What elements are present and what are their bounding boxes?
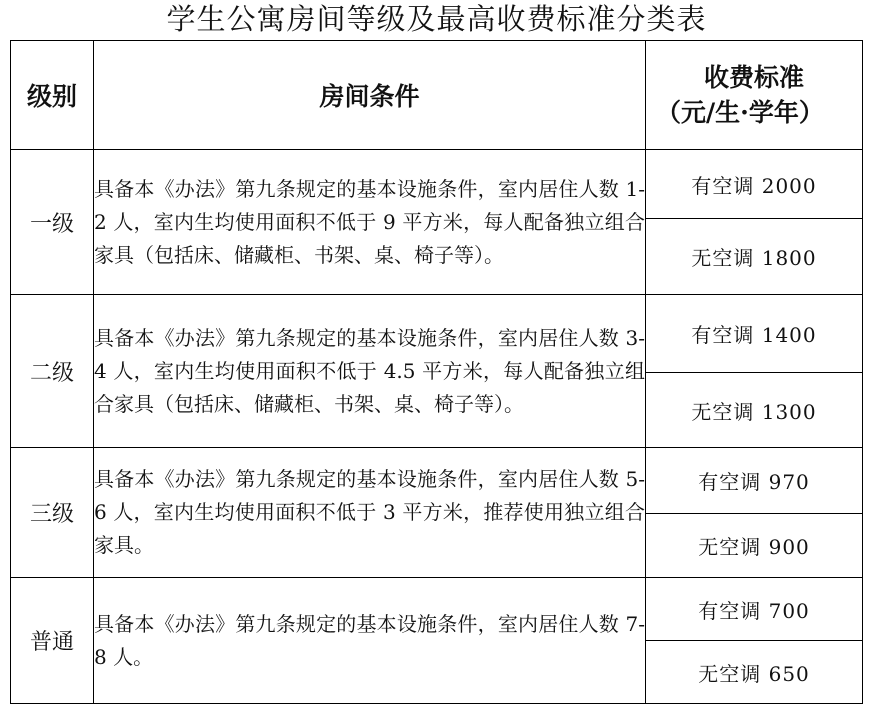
level-cell: 三级 xyxy=(11,448,94,578)
level-cell: 一级 xyxy=(11,150,94,295)
fee-ac-cell: 有空调 2000 xyxy=(646,150,863,219)
table-row xyxy=(11,448,863,514)
fee-ac-cell: 有空调 700 xyxy=(646,578,863,641)
fee-no-ac-cell: 无空调 900 xyxy=(646,514,863,578)
fee-no-ac-cell: 无空调 650 xyxy=(646,641,863,704)
condition-cell: 具备本《办法》第九条规定的基本设施条件，室内居住人数 1-2 人，室内生均使用面积不低于 9 平方米，每人配备独立组合家具（包括床、储藏柜、书架、桌、椅子等）。 xyxy=(94,150,646,295)
condition-cell: 具备本《办法》第九条规定的基本设施条件，室内居住人数 5-6 人，室内生均使用面积不低于 3 平方米，推荐使用独立组合家具。 xyxy=(94,448,646,578)
document-title: 学生公寓房间等级及最高收费标准分类表 xyxy=(166,2,707,36)
fee-no-ac-cell: 无空调 1800 xyxy=(646,219,863,295)
header-fee-title: 收费标准 xyxy=(703,63,804,92)
header-fee-unit: （元/生·学年） xyxy=(656,98,824,127)
fee-no-ac-cell: 无空调 1300 xyxy=(646,373,863,448)
table-row xyxy=(11,150,863,219)
table-header-row xyxy=(11,41,863,150)
fee-ac-cell: 有空调 1400 xyxy=(646,295,863,373)
header-level: 级别 xyxy=(11,41,94,150)
level-cell: 普通 xyxy=(11,578,94,704)
table-row xyxy=(11,295,863,373)
condition-cell: 具备本《办法》第九条规定的基本设施条件，室内居住人数 3-4 人，室内生均使用面积不低于 4.5 平方米，每人配备独立组合家具（包括床、储藏柜、书架、桌、椅子等）。 xyxy=(94,295,646,448)
fee-ac-cell: 有空调 970 xyxy=(646,448,863,514)
level-cell: 二级 xyxy=(11,295,94,448)
table-row xyxy=(11,578,863,641)
fee-standard-table xyxy=(10,40,863,704)
header-fee xyxy=(646,41,863,150)
header-condition: 房间条件 xyxy=(94,41,646,150)
condition-cell: 具备本《办法》第九条规定的基本设施条件，室内居住人数 7-8 人。 xyxy=(94,578,646,704)
